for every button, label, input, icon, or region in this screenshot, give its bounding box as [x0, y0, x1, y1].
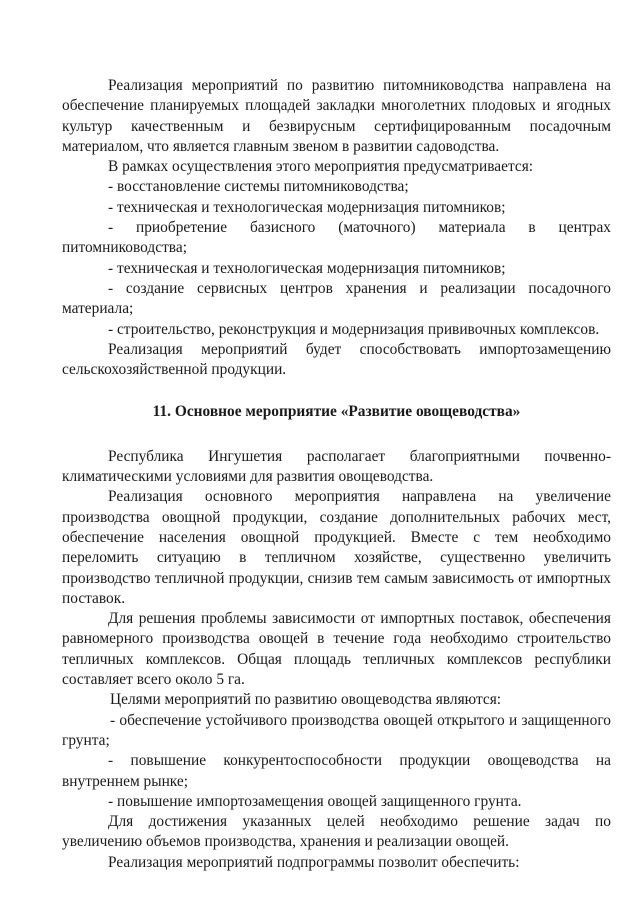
- list-item: - создание сервисных центров хранения и реализации посадочного материала;: [62, 279, 611, 318]
- list-item: - восстановление системы питомниководства;: [108, 178, 409, 196]
- paragraph: Для решения проблемы зависимости от импортных поставок, обеспечения равномерного производства овощей в течение года необходимо строительство тепличных комплексов. Общая площадь тепличных комплексов республики составляет всего около 5 га.: [62, 610, 611, 689]
- list-item: - обеспечение устойчивого производства овощей открытого и защищенного грунта;: [62, 711, 611, 749]
- paragraph: В рамках осуществления этого мероприятия предусматривается:: [108, 158, 534, 176]
- paragraph: Реализация мероприятий по развитию питомниководства направлена на обеспечение планируемых площадей закладки многолетних плодовых и ягодных культур качественным и безвирусным сертифицированным посадочным материалом, что является главным звеном в развитии садоводства.: [62, 77, 611, 155]
- document-page: [62, 76, 611, 873]
- paragraph: Целями мероприятий по развитию овощеводства являются:: [110, 691, 502, 709]
- list-item: - приобретение базисного (маточного) материала в центрах питомниководства;: [62, 219, 611, 257]
- paragraph: Республика Ингушетия располагает благоприятными почвенно-климатическими условиями для развития овощеводства.: [62, 447, 611, 486]
- paragraph: Реализация основного мероприятия направлена на увеличение производства овощной продукции, создание дополнительных рабочих мест, обеспечение населения овощной продукцией. Вместе с тем необходимо переломить ситуацию в тепличном хозяйстве, существенно увеличить производство тепличной продукции, снизив тем самым зависимость от импортных поставок.: [62, 488, 611, 607]
- paragraph: Для достижения указанных целей необходимо решение задач по увеличению объемов производства, хранения и реализации овощей.: [62, 813, 611, 851]
- paragraph: Реализация мероприятий подпрограммы позволит обеспечить:: [108, 853, 520, 871]
- list-item: - техническая и технологическая модернизация питомников;: [108, 198, 506, 216]
- list-item: - техническая и технологическая модернизация питомников;: [108, 259, 506, 277]
- list-item: - строительство, реконструкция и модернизация прививочных комплексов.: [108, 320, 600, 338]
- section-heading: 11. Основное мероприятие «Развитие овощеводства»: [152, 403, 521, 421]
- list-item: - повышение конкурентоспособности продукции овощеводства на внутреннем рынке;: [62, 752, 611, 790]
- list-item: - повышение импортозамещения овощей защищенного грунта.: [108, 792, 522, 810]
- paragraph: Реализация мероприятий будет способствовать импортозамещению сельскохозяйственной продукции.: [62, 340, 611, 379]
